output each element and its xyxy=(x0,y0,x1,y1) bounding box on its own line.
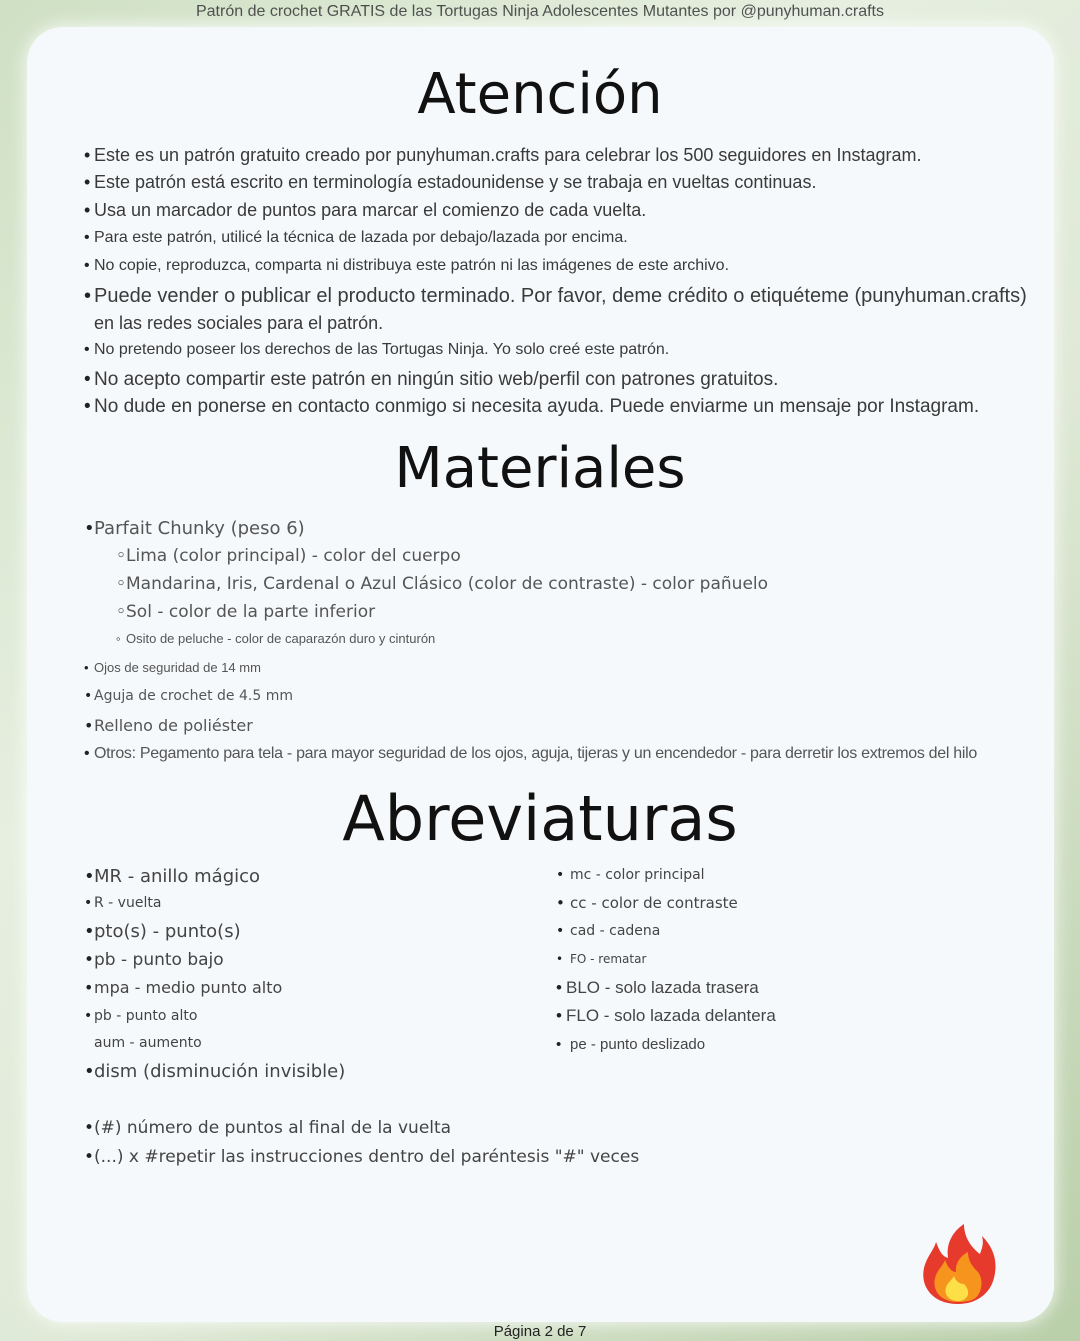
list-item: • No dude en ponerse en contacto conmigo si necesita ayuda. Puede enviarme un mensaje por Instagram. xyxy=(84,396,980,417)
note-item: •(...) x #repetir las instrucciones dentro del paréntesis "#" veces xyxy=(84,1147,640,1167)
page-number: Página 2 de 7 xyxy=(493,1323,587,1340)
list-item: • cad - cadena xyxy=(556,923,661,939)
list-item: • No pretendo poseer los derechos de las Tortugas Ninja. Yo solo creé este patrón. xyxy=(84,341,670,358)
sub-list-item: ◦Sol - color de la parte inferior xyxy=(116,602,376,622)
sub-list-item: ◦Lima (color principal) - color del cuerpo xyxy=(116,546,461,566)
list-item: •dism (disminución invisible) xyxy=(84,1061,346,1082)
list-item: • Este es un patrón gratuito creado por punyhuman.crafts para celebrar los 500 seguidores en Instagram. xyxy=(84,145,922,165)
list-item: • Para este patrón, utilicé la técnica de lazada por debajo/lazada por encima. xyxy=(84,229,628,246)
list-item: • Otros: Pegamento para tela - para mayor seguridad de los ojos, aguja, tijeras y un encendedor - para derretir los extremos del hilo xyxy=(84,745,977,762)
list-item: • pb - punto alto xyxy=(84,1008,198,1024)
section-title-atencion: Atención xyxy=(417,62,663,127)
list-item: • cc - color de contraste xyxy=(556,894,738,912)
list-item: • Ojos de seguridad de 14 mm xyxy=(84,660,261,675)
section-title-abreviaturas: Abreviaturas xyxy=(342,782,738,855)
list-item: • No copie, reproduzca, comparta ni distribuya este patrón ni las imágenes de este archivo. xyxy=(84,257,730,274)
fire-icon xyxy=(918,1222,998,1311)
page-header: Patrón de crochet GRATIS de las Tortugas Ninja Adolescentes Mutantes por @punyhuman.crafts xyxy=(195,3,884,20)
list-item: • Usa un marcador de puntos para marcar el comienzo de cada vuelta. xyxy=(84,200,647,220)
list-item: • Este patrón está escrito en terminología estadounidense y se trabaja en vueltas continuas. xyxy=(84,172,817,192)
list-item: • Puede vender o publicar el producto terminado. Por favor, deme crédito o etiquéteme (punyhuman.crafts) xyxy=(84,285,1027,307)
note-item: •(#) número de puntos al final de la vuelta xyxy=(84,1118,452,1138)
list-item: • R - vuelta xyxy=(84,895,162,911)
sub-list-item: ◦Mandarina, Iris, Cardenal o Azul Clásico (color de contraste) - color pañuelo xyxy=(116,574,769,594)
list-item: •mpa - medio punto alto xyxy=(84,978,283,997)
section-title-materiales: Materiales xyxy=(394,436,686,501)
list-item: • Aguja de crochet de 4.5 mm xyxy=(84,688,293,704)
list-item: •Relleno de poliéster xyxy=(84,716,253,735)
list-item-continuation: en las redes sociales para el patrón. xyxy=(94,313,384,333)
list-item: •pb - punto bajo xyxy=(84,950,224,970)
list-item: •MR - anillo mágico xyxy=(84,866,261,887)
list-item: • BLO - solo lazada trasera xyxy=(556,978,759,997)
list-item: • No acepto compartir este patrón en ningún sitio web/perfil con patrones gratuitos. xyxy=(84,369,779,390)
list-item: aum - aumento xyxy=(94,1035,202,1051)
list-item: • FLO - solo lazada delantera xyxy=(556,1006,776,1025)
list-item: •pto(s) - punto(s) xyxy=(84,921,241,942)
list-item: • pe - punto deslizado xyxy=(556,1036,706,1053)
list-item: •Parfait Chunky (peso 6) xyxy=(84,518,305,539)
list-item: • mc - color principal xyxy=(556,867,705,883)
sub-list-item: ◦ Osito de peluche - color de caparazón duro y cinturón xyxy=(116,631,436,646)
list-item: • FO - rematar xyxy=(556,952,647,966)
